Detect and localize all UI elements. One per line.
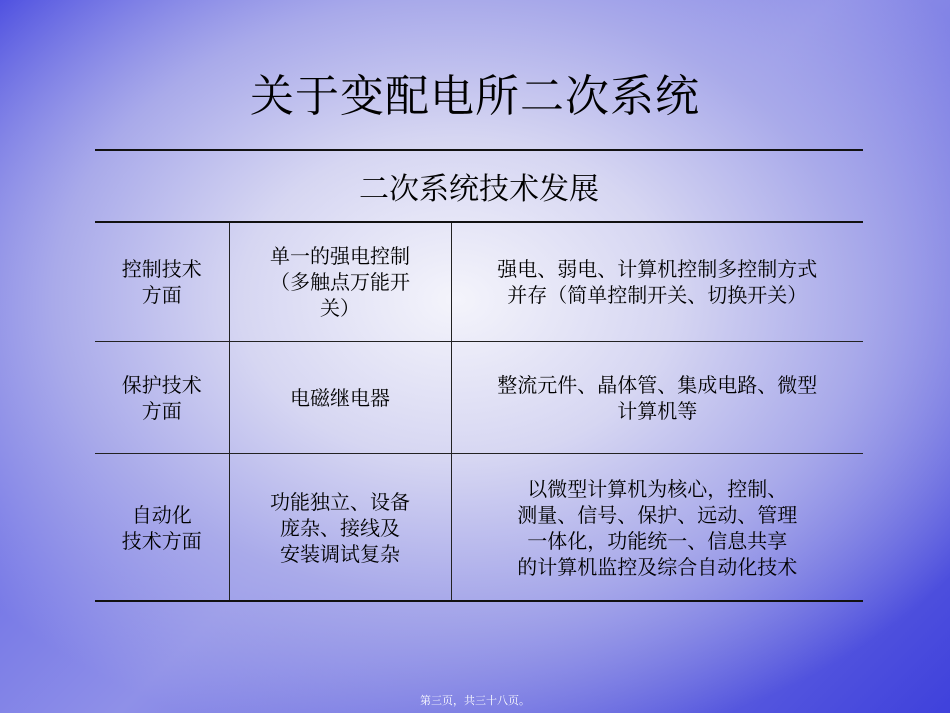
page-footer: 第三页，共三十八页。 xyxy=(420,694,530,707)
aspect-cell: 保护技术 方面 xyxy=(95,342,229,454)
development-table xyxy=(95,221,863,602)
early-technology-cell: 单一的强电控制 （多触点万能开 关） xyxy=(229,222,451,342)
table-caption: 二次系统技术发展 xyxy=(359,172,599,207)
early-technology-cell: 功能独立、设备 庞杂、接线及 安装调试复杂 xyxy=(229,454,451,603)
modern-technology-cell: 整流元件、晶体管、集成电路、微型 计算机等 xyxy=(451,342,863,454)
table-row xyxy=(95,454,863,603)
modern-technology-cell: 以微型计算机为核心，控制、 测量、信号、保护、远动、管理 一体化，功能统一、信息共享 的计算机监控及综合自动化技术 xyxy=(451,454,863,603)
aspect-cell: 控制技术 方面 xyxy=(95,222,229,342)
table-row xyxy=(95,342,863,454)
modern-technology-cell: 强电、弱电、计算机控制多控制方式 并存（简单控制开关、切换开关） xyxy=(451,222,863,342)
bottom-rule xyxy=(95,600,863,602)
slide-title: 关于变配电所二次系统 xyxy=(250,71,700,122)
table-row xyxy=(95,222,863,342)
aspect-cell: 自动化 技术方面 xyxy=(95,454,229,603)
early-technology-cell: 电磁继电器 xyxy=(229,342,451,454)
